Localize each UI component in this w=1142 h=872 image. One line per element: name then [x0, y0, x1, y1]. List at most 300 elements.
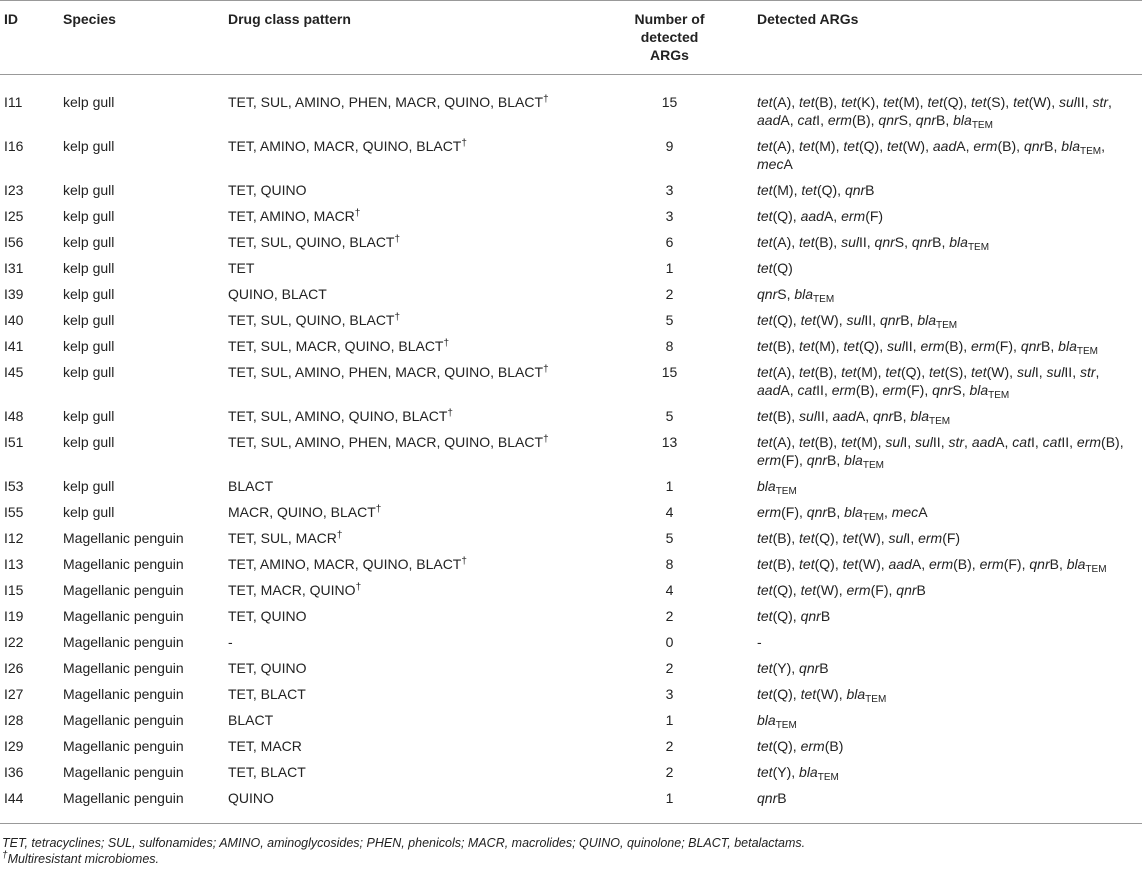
gene-variant: (B) [997, 138, 1017, 154]
gene-name: qnr [757, 790, 778, 806]
gene-name: aad [832, 408, 856, 424]
gene-name: erm [979, 556, 1004, 572]
gene-variant: B [819, 660, 829, 676]
gene-entry [757, 286, 787, 302]
gene-name: erm [973, 138, 998, 154]
gene-variant: B [936, 112, 946, 128]
gene-variant: (B) [953, 556, 972, 572]
gene-entry [972, 434, 1005, 450]
cell-id: I28 [4, 712, 24, 728]
gene-name: aad [800, 208, 824, 224]
gene-entry [757, 182, 794, 198]
gene-variant: B [827, 504, 837, 520]
gene-name: sul [886, 338, 905, 354]
gene-entry [797, 112, 820, 128]
dagger-mark: † [443, 338, 450, 349]
gene-name: cat [797, 382, 817, 398]
gene-entry [875, 234, 905, 250]
gene-name: bla [799, 764, 818, 780]
gene-entry [843, 138, 879, 154]
cell-id: I26 [4, 660, 24, 676]
gene-entry [757, 94, 791, 110]
cell-species: kelp gull [63, 504, 115, 520]
gene-entry [918, 530, 960, 546]
gene-variant: A [783, 156, 793, 172]
gene-name: tet [841, 94, 857, 110]
gene-variant: (Y) [772, 764, 792, 780]
gene-variant: (Y) [772, 660, 792, 676]
cell-id: I45 [4, 364, 24, 380]
gene-entry [1013, 94, 1051, 110]
gene-variant: II [904, 338, 913, 354]
cell-id: I40 [4, 312, 24, 328]
gene-entry [973, 138, 1016, 154]
gene-entry [757, 608, 793, 624]
cell-args: tet(Q), tet(W), sulII, qnrB, bla$_{TEM}$ [757, 312, 958, 331]
gene-name: qnr [874, 234, 895, 250]
gene-entry [929, 556, 972, 572]
gene-entry [1017, 364, 1039, 380]
gene-variant: II [816, 382, 824, 398]
gene-name: cat [1042, 434, 1062, 450]
gene-variant: (Q) [943, 94, 964, 110]
gene-variant: (F) [781, 504, 800, 520]
cell-species: Magellanic penguin [63, 660, 184, 676]
gene-name: tet [841, 434, 857, 450]
gene-entry [932, 382, 962, 398]
cell-number: 15 [661, 94, 678, 110]
cell-id: I16 [4, 138, 24, 154]
cell-pattern [224, 429, 586, 473]
gene-entry [799, 660, 829, 676]
gene-variant: I [1030, 434, 1035, 450]
gene-name: sul [1046, 364, 1065, 380]
gene-name: erm [1076, 434, 1102, 450]
table-row [0, 707, 1142, 733]
gene-name: bla [844, 452, 863, 468]
cell-number: 1 [665, 790, 674, 806]
gene-name: tet [757, 208, 773, 224]
cell-id: I39 [4, 286, 24, 302]
gene-entry [882, 382, 924, 398]
cell-args: tet(A), tet(B), tet(M), sulI, sulII, str, aadA, catI, catII, erm(B), erm(F), qnrB, bla$_{TEM}$ [757, 434, 1124, 471]
gene-variant: (B) [772, 556, 792, 572]
gene-variant: (M) [814, 138, 836, 154]
gene-name: tet [757, 764, 773, 780]
cell-args [753, 255, 1142, 281]
cell-species: Magellanic penguin [63, 530, 184, 546]
gene-variant: S [777, 286, 787, 302]
cell-pattern [224, 133, 586, 177]
gene-entry [929, 364, 963, 380]
cell-args: tet(A), tet(M), tet(Q), tet(W), aadA, erm(B), qnrB, bla$_{TEM}$, mecA [757, 138, 1105, 172]
gene-entry [948, 434, 964, 450]
table-row [0, 629, 1142, 655]
cell-pattern [224, 403, 586, 429]
pattern-text: TET, BLACT [228, 764, 306, 780]
gene-variant: II [816, 408, 825, 424]
pattern-text: TET, AMINO, MACR [228, 208, 355, 224]
gene-entry [1092, 94, 1108, 110]
pattern-text: TET, QUINO [228, 182, 307, 198]
cell-id: I22 [4, 634, 24, 650]
gene-entry [757, 660, 791, 676]
gene-name: tet [799, 138, 815, 154]
cell-args: tet(Q), erm(B) [757, 738, 844, 754]
gene-variant: (Q) [772, 312, 793, 328]
gene-variant: (Q) [772, 608, 793, 624]
header-id: ID [4, 11, 18, 27]
pattern-text: TET, SUL, AMINO, PHEN, MACR, QUINO, BLACT [228, 94, 544, 110]
cell-species: Magellanic penguin [63, 608, 184, 624]
gene-name: erm [841, 208, 866, 224]
gene-subscript: TEM [862, 512, 884, 523]
gene-subscript: TEM [817, 772, 839, 783]
gene-name: sul [846, 312, 865, 328]
table-row [0, 429, 1142, 473]
gene-entry [846, 686, 887, 705]
gene-variant: B [1041, 338, 1051, 354]
cell-id: I29 [4, 738, 24, 754]
gene-name: bla [757, 478, 776, 494]
cell-pattern [224, 629, 586, 655]
gene-variant: (Q) [858, 338, 880, 354]
gene-entry [917, 312, 958, 331]
pattern-text: TET, SUL, MACR [228, 530, 337, 546]
gene-variant: (M) [772, 182, 794, 198]
dagger-mark: † [447, 408, 453, 419]
gene-entry [801, 208, 834, 224]
gene-name: aad [888, 556, 912, 572]
gene-name: bla [846, 686, 866, 702]
cell-args: tet(Q), qnrB [757, 608, 831, 624]
gene-entry [799, 338, 836, 354]
table-row [0, 281, 1142, 307]
cell-number: 5 [665, 312, 674, 328]
dagger-note-line [2, 851, 805, 867]
gene-variant: (Q) [772, 208, 793, 224]
cell-number: 5 [665, 530, 674, 546]
pattern-text: TET, SUL, QUINO, BLACT [228, 312, 395, 328]
gene-name: tet [799, 338, 815, 354]
gene-subscript: TEM [988, 390, 1010, 401]
gene-entry [757, 434, 791, 450]
gene-variant: (B) [814, 94, 834, 110]
pattern-text: TET [228, 260, 255, 276]
gene-entry [799, 408, 825, 424]
gene-variant: (B) [824, 738, 844, 754]
gene-name: bla [844, 504, 863, 520]
gene-entry [801, 608, 831, 624]
gene-entry [1077, 434, 1120, 450]
cell-number: 9 [665, 138, 674, 154]
cell-species: kelp gull [63, 478, 115, 494]
gene-name: sul [1016, 364, 1035, 380]
gene-entry [832, 382, 875, 398]
cell-args: tet(Q), tet(W), bla$_{TEM}$ [757, 686, 887, 705]
cell-id: I11 [4, 94, 23, 110]
gene-variant: (A) [772, 138, 792, 154]
gene-name: tet [799, 556, 815, 572]
cell-id: I55 [4, 504, 24, 520]
gene-variant: B [900, 312, 910, 328]
gene-entry [1058, 338, 1098, 357]
gene-entry [799, 556, 835, 572]
gene-name: tet [757, 530, 773, 546]
gene-variant: A [918, 504, 928, 520]
cell-species: kelp gull [63, 286, 115, 302]
gene-variant: A [823, 208, 834, 224]
gene-name: qnr [844, 182, 866, 198]
gene-entry [910, 408, 951, 427]
gene-name: qnr [932, 382, 953, 398]
gene-name: erm [827, 112, 852, 128]
gene-entry [757, 504, 799, 520]
gene-name: tet [927, 94, 944, 110]
gene-entry [801, 312, 839, 328]
cell-args: qnrS, bla$_{TEM}$ [757, 286, 835, 305]
gene-name: tet [757, 738, 773, 754]
gene-name: bla [1061, 138, 1080, 154]
cell-args: tet(M), tet(Q), qnrB [757, 182, 875, 198]
gene-subscript: TEM [1085, 564, 1107, 575]
gene-variant: (W) [1028, 94, 1052, 110]
cell-id: I36 [4, 764, 24, 780]
gene-name: qnr [806, 452, 828, 468]
gene-name: tet [757, 138, 773, 154]
gene-name: tet [801, 182, 817, 198]
cell-pattern [224, 359, 586, 403]
cell-id: I25 [4, 208, 24, 224]
cell-species: kelp gull [63, 312, 115, 328]
cell-number: 15 [661, 364, 678, 380]
gene-entry [885, 364, 921, 380]
cell-number: 3 [665, 182, 674, 198]
gene-entry [757, 208, 793, 224]
gene-variant: A [956, 138, 966, 154]
gene-entry [757, 156, 793, 172]
gene-entry [807, 504, 837, 520]
dagger-mark: † [2, 850, 8, 861]
gene-entry [889, 530, 911, 546]
cell-species: Magellanic penguin [63, 712, 184, 728]
gene-variant: (F) [995, 338, 1014, 354]
pattern-text: TET, SUL, MACR, QUINO, BLACT [228, 338, 444, 354]
cell-pattern [224, 473, 586, 499]
gene-entry [799, 364, 833, 380]
gene-subscript: TEM [775, 720, 797, 731]
gene-variant: A [995, 434, 1005, 450]
cell-args: tet(B), tet(Q), tet(W), aadA, erm(B), erm(F), qnrB, bla$_{TEM}$ [757, 556, 1107, 575]
gene-variant: S [898, 112, 908, 128]
gene-entry [845, 182, 875, 198]
gene-name: sul [888, 530, 907, 546]
pattern-text: TET, SUL, AMINO, PHEN, MACR, QUINO, BLACT [228, 364, 544, 380]
gene-entry [757, 138, 791, 154]
gene-entry [828, 112, 871, 128]
gene-variant: (W) [816, 312, 839, 328]
gene-name: qnr [800, 608, 821, 624]
gene-variant: B [916, 582, 926, 598]
gene-name: qnr [878, 112, 899, 128]
dagger-mark: † [461, 138, 467, 149]
gene-name: qnr [799, 660, 820, 676]
cell-args: tet(A), tet(B), tet(K), tet(M), tet(Q), tet(S), tet(W), sulII, str, aadA, catI, erm(B), qnrS, qnrB, bla$_{TEM}$ [757, 94, 1112, 131]
cell-species: kelp gull [63, 208, 115, 224]
gene-entry [896, 582, 926, 598]
gene-name: tet [757, 312, 773, 328]
gene-entry [757, 530, 791, 546]
pattern-text: TET, SUL, QUINO, BLACT [228, 234, 395, 250]
gene-variant: II [1061, 434, 1070, 450]
table-row [0, 177, 1142, 203]
gene-name: tet [757, 686, 773, 702]
gene-variant: (K) [856, 94, 876, 110]
gene-entry [915, 434, 941, 450]
gene-entry [801, 182, 837, 198]
gene-entry [757, 312, 793, 328]
cell-species: Magellanic penguin [63, 764, 184, 780]
gene-variant: (A) [772, 364, 792, 380]
gene-variant: B [827, 452, 837, 468]
cell-id: I56 [4, 234, 24, 250]
gene-name: erm [831, 382, 856, 398]
gene-variant: (A) [772, 94, 792, 110]
gene-name: tet [842, 556, 859, 572]
dagger-mark: † [375, 504, 382, 515]
gene-variant: I [906, 530, 911, 546]
table-row [0, 229, 1142, 255]
gene-variant: (Q) [901, 364, 922, 380]
cell-pattern [224, 307, 586, 333]
gene-variant: (W) [986, 364, 1010, 380]
pattern-text: TET, MACR [228, 738, 302, 754]
gene-name: tet [757, 338, 773, 354]
header-number: Number of detected ARGs [634, 11, 705, 63]
cell-number: 6 [665, 234, 674, 250]
cell-args: tet(A), tet(B), tet(M), tet(Q), tet(S), tet(W), sulI, sulII, str, aadA, catII, erm(B), erm(F), qnrS, bla$_{TEM}$ [757, 364, 1100, 401]
gene-name: tet [757, 660, 773, 676]
gene-name: aad [757, 382, 781, 398]
gene-name: tet [757, 408, 773, 424]
gene-name: tet [799, 364, 815, 380]
cell-id: I12 [4, 530, 24, 546]
gene-name: bla [757, 712, 776, 728]
dagger-mark: † [543, 94, 549, 105]
gene-entry [969, 382, 1010, 401]
cell-args: tet(A), tet(B), sulII, qnrS, qnrB, bla$_{TEM}$ [757, 234, 990, 253]
gene-name: tet [757, 364, 773, 380]
gene-entry [843, 338, 879, 354]
table-row [0, 359, 1142, 403]
gene-entry [885, 434, 907, 450]
gene-entry [757, 112, 790, 128]
gene-entry [971, 364, 1009, 380]
gene-entry [883, 94, 920, 110]
gene-name: tet [757, 608, 773, 624]
gene-variant: (Q) [816, 182, 838, 198]
gene-variant: B [932, 234, 942, 250]
dagger-mark: † [336, 530, 343, 541]
gene-name: tet [757, 182, 773, 198]
gene-variant: (B) [814, 234, 834, 250]
gene-entry [799, 234, 833, 250]
gene-subscript: TEM [865, 694, 887, 705]
cell-id: I53 [4, 478, 24, 494]
table-row [0, 255, 1142, 281]
gene-entry [801, 738, 844, 754]
gene-entry [1061, 138, 1102, 157]
cell-args: tet(Q), aadA, erm(F) [757, 208, 884, 224]
cell-pattern [224, 759, 586, 785]
gene-variant: II [858, 234, 867, 250]
gene-entry [843, 556, 881, 572]
gene-variant: A [780, 112, 790, 128]
pattern-text: TET, MACR, QUINO [228, 582, 356, 598]
gene-entry [846, 582, 888, 598]
cell-species: Magellanic penguin [63, 634, 184, 650]
gene-entry [841, 364, 878, 380]
dagger-mark: † [354, 208, 361, 219]
gene-subscript: TEM [775, 486, 797, 497]
gene-variant: (B) [944, 338, 964, 354]
gene-variant: (M) [856, 434, 878, 450]
gene-entry [916, 112, 946, 128]
gene-name: tet [799, 530, 815, 546]
gene-entry [953, 112, 993, 131]
gene-name: tet [799, 234, 815, 250]
cell-pattern [224, 577, 586, 603]
gene-entry [757, 452, 799, 468]
pattern-text: BLACT [228, 478, 274, 494]
cell-pattern [224, 203, 586, 229]
gene-name: bla [910, 408, 930, 424]
table-row [0, 733, 1142, 759]
cell-id: I13 [4, 556, 24, 572]
gene-variant: (F) [865, 208, 884, 224]
gene-name: qnr [806, 504, 828, 520]
gene-variant: II [1064, 364, 1073, 380]
gene-name: sul [799, 408, 817, 424]
gene-name: tet [757, 234, 773, 250]
cell-number: 13 [661, 434, 678, 450]
gene-subscript: TEM [971, 120, 993, 131]
cell-number: 3 [665, 686, 674, 702]
gene-variant: I [903, 434, 908, 450]
gene-name: cat [797, 112, 817, 128]
gene-variant: - [757, 634, 762, 650]
cell-number: 1 [665, 712, 674, 728]
cell-args: tet(B), tet(M), tet(Q), sulII, erm(B), erm(F), qnrB, bla$_{TEM}$ [757, 338, 1098, 357]
gene-name: erm [882, 382, 907, 398]
table-row [0, 785, 1142, 824]
gene-name: tet [885, 364, 901, 380]
gene-name: mec [891, 504, 919, 520]
gene-entry [927, 94, 963, 110]
gene-entry [757, 478, 797, 497]
gene-variant: (Q) [814, 530, 835, 546]
pattern-text: QUINO, BLACT [228, 286, 327, 302]
header-pattern: Drug class pattern [228, 11, 351, 27]
gene-variant: (Q) [772, 582, 793, 598]
gene-entry [801, 686, 839, 702]
gene-entry [844, 452, 884, 471]
gene-name: aad [971, 434, 996, 450]
gene-entry [1043, 434, 1069, 450]
gene-entry [887, 138, 925, 154]
cell-pattern [224, 551, 586, 577]
gene-entry [980, 556, 1022, 572]
